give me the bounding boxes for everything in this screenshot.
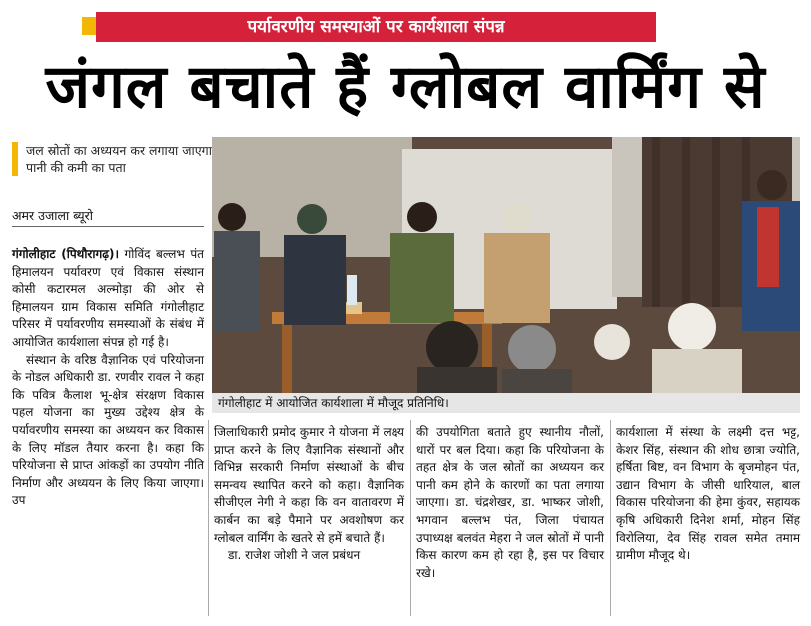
- workshop-photo: [212, 137, 800, 393]
- article-column-1: [12, 246, 204, 510]
- article-column-4: [616, 424, 800, 565]
- byline: अमर उजाला ब्यूरो: [12, 208, 93, 223]
- kicker-banner: पर्यावरणीय समस्याओं पर कार्यशाला संपन्न: [96, 12, 656, 42]
- paragraph-4: डा. राजेश जोशी ने जल प्रबंधन: [228, 548, 361, 563]
- column-divider: [610, 420, 611, 616]
- headline: जंगल बचाते हैं ग्लोबल वार्मिंग से: [45, 52, 766, 122]
- subheadline: जल स्रोतों का अध्ययन कर लगाया जाएगा पानी की कमी का पता: [26, 143, 212, 175]
- paragraph-6: कार्यशाला में संस्था के लक्ष्मी दत्त भट्ट, केशर सिंह, संस्थान की शोध छात्रा ज्योति, हर्षिता बिष्ट, वन विभाग के बृजमोहन पंत, उद्यान विभाग के जीसी धारियाल, बाल विकास परियोजना की हेमा कुंवर, सहायक कृषि अधिकारी दिनेश शर्मा, मोहन सिंह विरोलिया, देव सिंह रावल समेत तमाम ग्रामीण मौजूद थे।: [616, 425, 800, 563]
- paragraph-3: जिलाधिकारी प्रमोद कुमार ने योजना में लक्ष्य प्राप्त करने के लिए वैज्ञानिक संस्थानों और विभिन्न सरकारी निर्माण संस्थाओं के बीच समन्वय स्थापित करने को कहा। वैज्ञानिक सीजीएल नेगी ने कहा कि वन वातावरण में कार्बन का बड़े पैमाने पर अवशोषण कर ग्लोबल वार्मिंग के खतरे से हमें बचाते हैं।: [214, 425, 404, 545]
- article-column-3: [416, 424, 604, 582]
- byline-divider: [12, 226, 204, 227]
- photo-illustration: [212, 137, 800, 393]
- intro-paragraph: गंगोलीहाट (पिथौरागढ़)। गोविंद बल्लभ पंत हिमालयन पर्यावरण एवं विकास संस्थान कोसी कटारमल अल्मोड़ा की ओर से हिमालयन ग्राम विकास समिति गंगोलीहाट परिसर में पर्यावरणीय समस्याओं के संबंध में आयोजित कार्यशाला संपन्न हो गई है।: [12, 247, 204, 349]
- column-divider: [208, 420, 209, 616]
- article-column-2: [214, 424, 404, 565]
- column-divider: [410, 420, 411, 616]
- paragraph-5: की उपयोगिता बताते हुए स्थानीय नौलों, धारों पर बल दिया। कहा कि परियोजना के तहत क्षेत्र के जल स्रोतों का अध्ययन कर पानी कम होने के कारणों का पता लगाया जाएगा। डा. चंद्रशेखर, डा. भाष्कर जोशी, भगवान बल्लभ पंत, जिला पंचायत उपाध्यक्ष बलवंत मेहरा ने जल स्रोतों में पानी किस कारण कम हो रहा है, इस पर विचार रखे।: [416, 425, 604, 580]
- paragraph-2: संस्थान के वरिष्ठ वैज्ञानिक एवं परियोजना के नोडल अधिकारी डा. रणवीर रावल ने कहा कि पवित्र कैलाश भू-क्षेत्र संरक्षण विकास पहल योजना का मुख्य उद्देश्य क्षेत्र के पर्यावरणीय समस्या का अध्ययन कर विकास के लिए मॉडल तैयार करना है। कहा कि परियोजना से प्राप्त आंकड़ों का उपयोग नीति निर्माण और अध्ययन के लिए किया जाएगा। उप: [12, 352, 204, 508]
- subheadline-box: [12, 142, 216, 176]
- dateline: गंगोलीहाट (पिथौरागढ़)।: [12, 247, 119, 261]
- photo-caption: गंगोलीहाट में आयोजित कार्यशाला में मौजूद प्रतिनिधि।: [212, 393, 800, 413]
